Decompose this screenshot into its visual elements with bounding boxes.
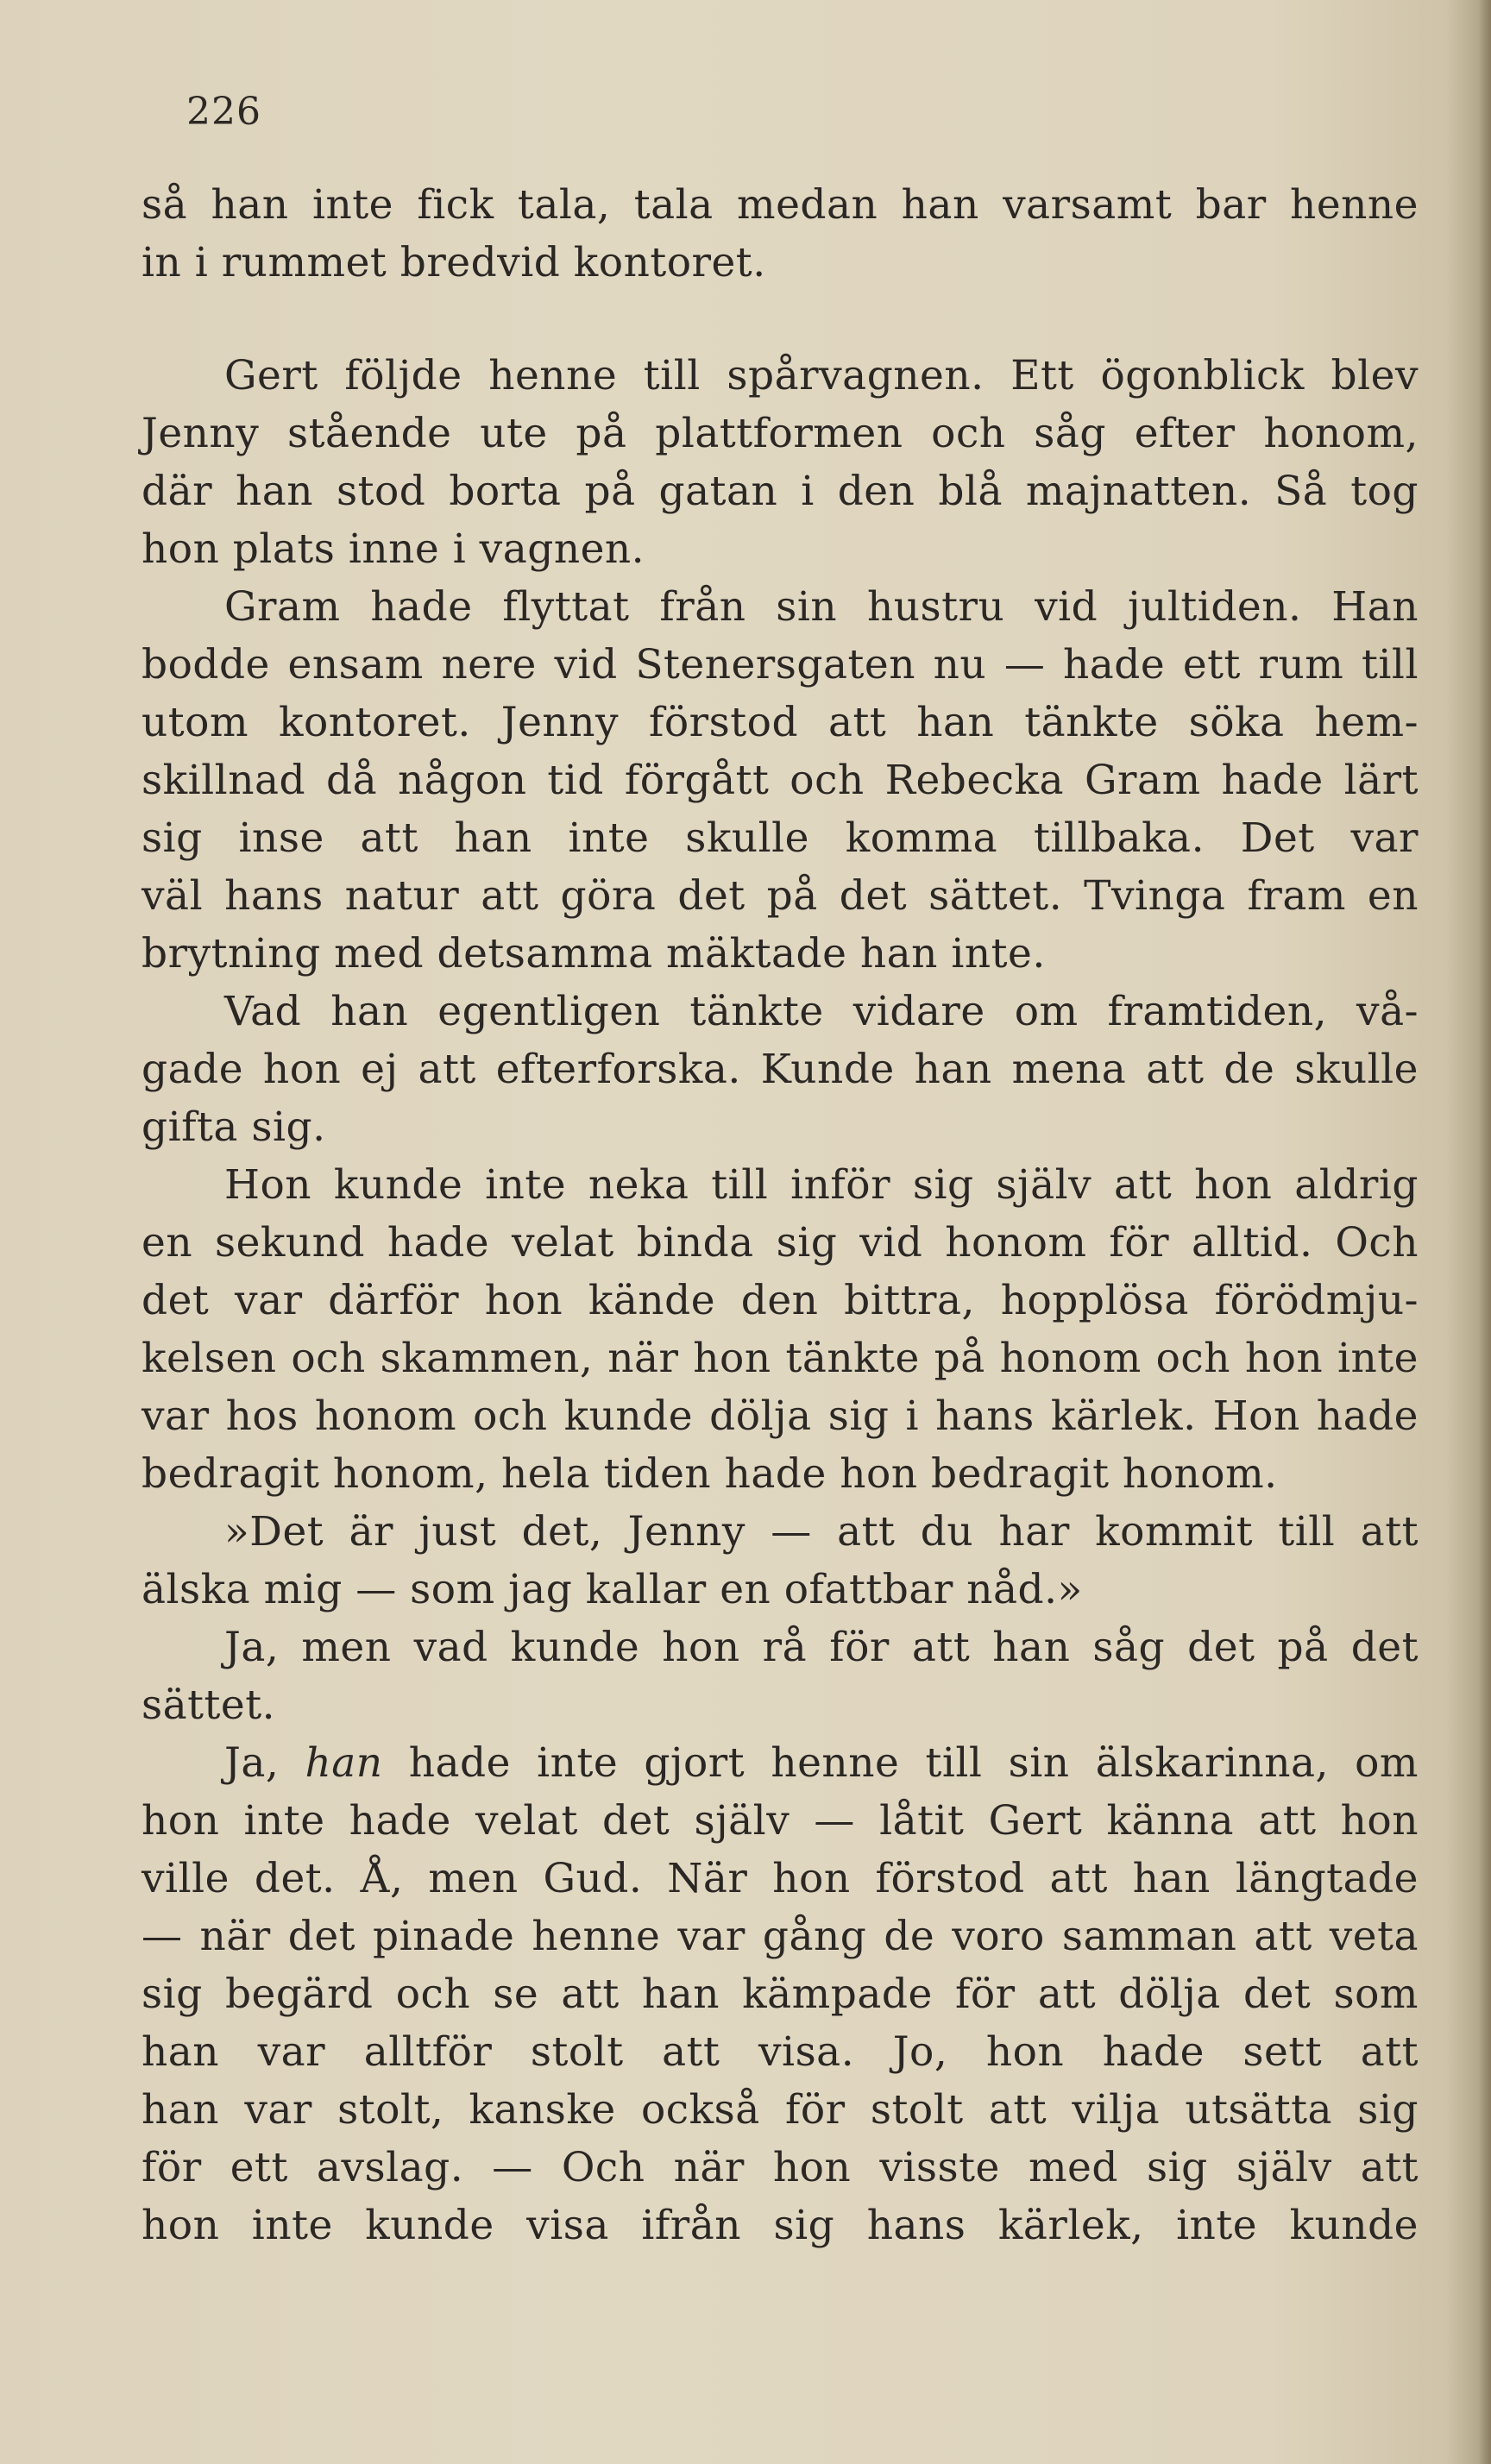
text-line: hon plats inne i vagnen. (142, 525, 645, 573)
text-line: där han stod borta på gatan i den blå majnatten. Så tog (142, 468, 1419, 515)
text-line: utom kontoret. Jenny förstod att han tänkte söka hem- (142, 699, 1419, 746)
text-line: väl hans natur att göra det på det sättet. Tvinga fram en (142, 872, 1419, 920)
text-line: skillnad då någon tid förgått och Rebecka Gram hade lärt (142, 757, 1419, 804)
text-line: Jenny stående ute på plattformen och såg efter honom, (142, 410, 1419, 457)
text-line: bedragit honom, hela tiden hade hon bedragit honom. (142, 1450, 1278, 1498)
text-line: sig begärd och se att han kämpade för att dölja det som (142, 1971, 1419, 2018)
line-text-after-emphasis: hade inte gjort henne till sin älskarinna, om (382, 1739, 1419, 1787)
line-text-before-emphasis: Ja, (224, 1739, 305, 1787)
text-line: han var stolt, kanske också för stolt att vilja utsätta sig (142, 2086, 1419, 2134)
text-line: bodde ensam nere vid Stenersgaten nu — hade ett rum till (142, 641, 1419, 688)
text-line: kelsen och skammen, när hon tänkte på honom och hon inte (142, 1335, 1419, 1382)
text-line: ville det. Å, men Gud. När hon förstod att han längtade (142, 1855, 1419, 1902)
text-line: så han inte fick tala, tala medan han varsamt bar henne (142, 181, 1419, 229)
text-line: hon inte kunde visa ifrån sig hans kärlek, inte kunde (142, 2202, 1419, 2249)
text-line: gade hon ej att efterforska. Kunde han mena att de skulle (142, 1046, 1419, 1093)
paragraph-start-line: Gram hade flyttat från sin hustru vid jultiden. Han (224, 583, 1419, 631)
paragraph-start-line: Ja, men vad kunde hon rå för att han såg det på det (224, 1624, 1419, 1671)
paragraph-start-line: Vad han egentligen tänkte vidare om framtiden, vå- (224, 988, 1419, 1035)
text-line: brytning med detsamma mäktade han inte. (142, 930, 1046, 977)
quote-start-line: »Det är just det, Jenny — att du har kommit till att (224, 1508, 1419, 1556)
paragraph-start-line: Hon kunde inte neka till inför sig själv att hon aldrig (224, 1161, 1419, 1209)
text-line: hon inte hade velat det själv — låtit Gert känna att hon (142, 1797, 1419, 1845)
text-line: sig inse att han inte skulle komma tillbaka. Det var (142, 814, 1419, 862)
text-line: — när det pinade henne var gång de voro samman att veta (142, 1913, 1419, 1960)
text-line: gifta sig. (142, 1103, 326, 1151)
page-number: 226 (186, 90, 261, 134)
text-line: sättet. (142, 1681, 276, 1729)
paragraph-start-line: Gert följde henne till spårvagnen. Ett ögonblick blev (224, 352, 1419, 399)
text-line: det var därför hon kände den bittra, hopplösa förödmju- (142, 1277, 1419, 1324)
text-line: en sekund hade velat binda sig vid honom för alltid. Och (142, 1219, 1419, 1267)
text-line: var hos honom och kunde dölja sig i hans kärlek. Hon hade (142, 1392, 1419, 1440)
text-line: in i rummet bredvid kontoret. (142, 239, 766, 286)
quote-line: älska mig — som jag kallar en ofattbar nåd.» (142, 1566, 1083, 1613)
body-text (142, 176, 1419, 2254)
text-line: han var alltför stolt att visa. Jo, hon hade sett att (142, 2028, 1419, 2076)
emphasized-word: han (305, 1739, 383, 1787)
text-line: för ett avslag. — Och när hon visste med sig själv att (142, 2144, 1419, 2191)
paragraph-start-line (142, 1734, 1419, 1792)
